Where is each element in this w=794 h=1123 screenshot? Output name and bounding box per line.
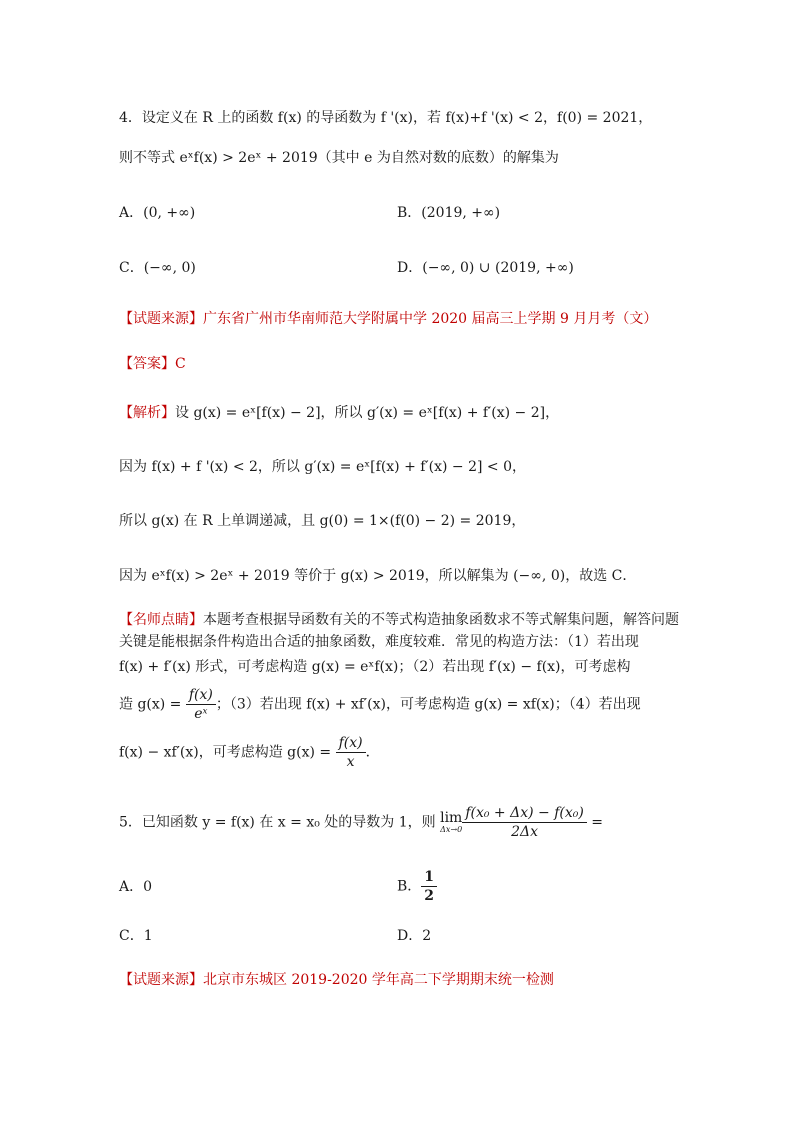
option-value: (−∞, 0) — [143, 260, 196, 276]
q4-stem-line1: 4．设定义在 R 上的函数 f(x) 的导函数为 f '(x)，若 f(x)+f '(x) < 2，f(0) = 2021， — [119, 110, 653, 126]
source-tag: 【试题来源】 — [119, 972, 203, 988]
source-text: 北京市东城区 2019-2020 学年高二下学期期末统一检测 — [203, 972, 554, 988]
tip5-post: ． — [365, 744, 380, 761]
tip4-fraction — [186, 686, 216, 723]
lim-subscript: Δx→0 — [440, 825, 463, 834]
answer-value: C — [175, 356, 186, 372]
source-tag: 【试题来源】 — [119, 311, 203, 327]
option-label: C． — [119, 260, 144, 276]
q4-tip-line3: f(x) + f′(x) 形式，可考虑构造 g(x) = eˣf(x)；（2）若出现 f′(x) − f(x)，可考虑构 — [119, 659, 631, 675]
frac-denominator: eˣ — [194, 706, 208, 722]
answer-tag: 【答案】 — [119, 356, 175, 372]
q4-analysis-line3: 所以 g(x) 在 R 上单调递减，且 g(0) = 1×(f(0) − 2) = 2019， — [119, 513, 526, 529]
q5-option-b — [397, 868, 437, 905]
frac-numerator: 1 — [421, 868, 437, 887]
q4-tip-line2: 关键是能根据条件构造出合适的抽象函数，难度较难．常见的构造方法：（1）若出现 — [119, 634, 639, 650]
q5-stem-post: = — [586, 814, 604, 831]
option-value: (2019, +∞) — [421, 205, 501, 221]
source-text: 广东省广州市华南师范大学附属中学 2020 届高三上学期 9 月月考（文） — [203, 311, 658, 327]
option-value: 2 — [422, 928, 432, 944]
frac-denominator: 2Δx — [511, 824, 539, 840]
q4-option-c — [119, 257, 196, 279]
option-label: C． — [119, 928, 144, 944]
option-value: (0, +∞) — [143, 205, 196, 221]
q5-option-c — [119, 925, 153, 947]
option-label: A． — [119, 879, 144, 895]
lim-text: lim — [440, 810, 463, 826]
q5-source — [119, 969, 554, 991]
q4-option-d — [397, 257, 574, 279]
option-value: (−∞, 0) ∪ (2019, +∞) — [422, 260, 574, 276]
q5-option-d — [397, 925, 431, 947]
frac-numerator: f(x₀ + Δx) − f(x₀) — [462, 804, 587, 823]
q4-tip-line5 — [119, 734, 380, 771]
option-label: B． — [397, 878, 422, 895]
option-value: 0 — [143, 879, 153, 895]
q4-tip-line4 — [119, 686, 641, 723]
analysis-tag: 【解析】 — [119, 405, 175, 421]
q5-stem-pre: 5．已知函数 y = f(x) 在 x = x₀ 处的导数为 1，则 — [119, 814, 441, 831]
option-label: D． — [397, 260, 423, 276]
limit-operator — [440, 811, 462, 834]
q4-option-a — [119, 202, 195, 224]
option-fraction — [421, 868, 437, 905]
option-label: B． — [397, 205, 422, 221]
tip4-post: ；（3）若出现 f(x) + xf′(x)，可考虑构造 g(x) = xf(x)；（4）若出现 — [215, 696, 641, 713]
tip-text: 本题考查根据导函数有关的不等式构造抽象函数求不等式解集问题，解答问题 — [203, 612, 679, 628]
q4-stem-line2: 则不等式 eˣf(x) > 2eˣ + 2019（其中 e 为自然对数的底数）的解集为 — [119, 150, 559, 166]
frac-numerator: f(x) — [336, 734, 366, 753]
option-label: D． — [397, 928, 423, 944]
frac-denominator: x — [346, 754, 355, 770]
q4-analysis-line1 — [119, 402, 559, 424]
q5-stem — [119, 804, 603, 841]
q4-analysis-line4: 因为 eˣf(x) > 2eˣ + 2019 等价于 g(x) > 2019，所以解集为 (−∞, 0)，故选 C． — [119, 568, 637, 584]
tip4-pre: 造 g(x) = — [119, 696, 186, 713]
frac-numerator: f(x) — [186, 686, 216, 705]
option-label: A． — [119, 205, 144, 221]
q4-answer — [119, 353, 186, 375]
q5-option-a — [119, 876, 152, 898]
tip-tag: 【名师点睛】 — [119, 612, 203, 628]
tip5-fraction — [336, 734, 366, 771]
frac-denominator: 2 — [424, 888, 435, 904]
q4-tip-line1 — [119, 609, 679, 631]
q4-option-b — [397, 202, 500, 224]
q4-source — [119, 308, 657, 330]
option-value: 1 — [143, 928, 153, 944]
q4-analysis-line2: 因为 f(x) + f '(x) < 2，所以 g′(x) = eˣ[f(x) + f′(x) − 2] < 0， — [119, 459, 526, 475]
tip5-pre: f(x) − xf′(x)，可考虑构造 g(x) = — [119, 744, 336, 761]
analysis-text: 设 g(x) = eˣ[f(x) − 2]，所以 g′(x) = eˣ[f(x) + f′(x) − 2]， — [175, 405, 560, 421]
q5-fraction — [462, 804, 587, 841]
